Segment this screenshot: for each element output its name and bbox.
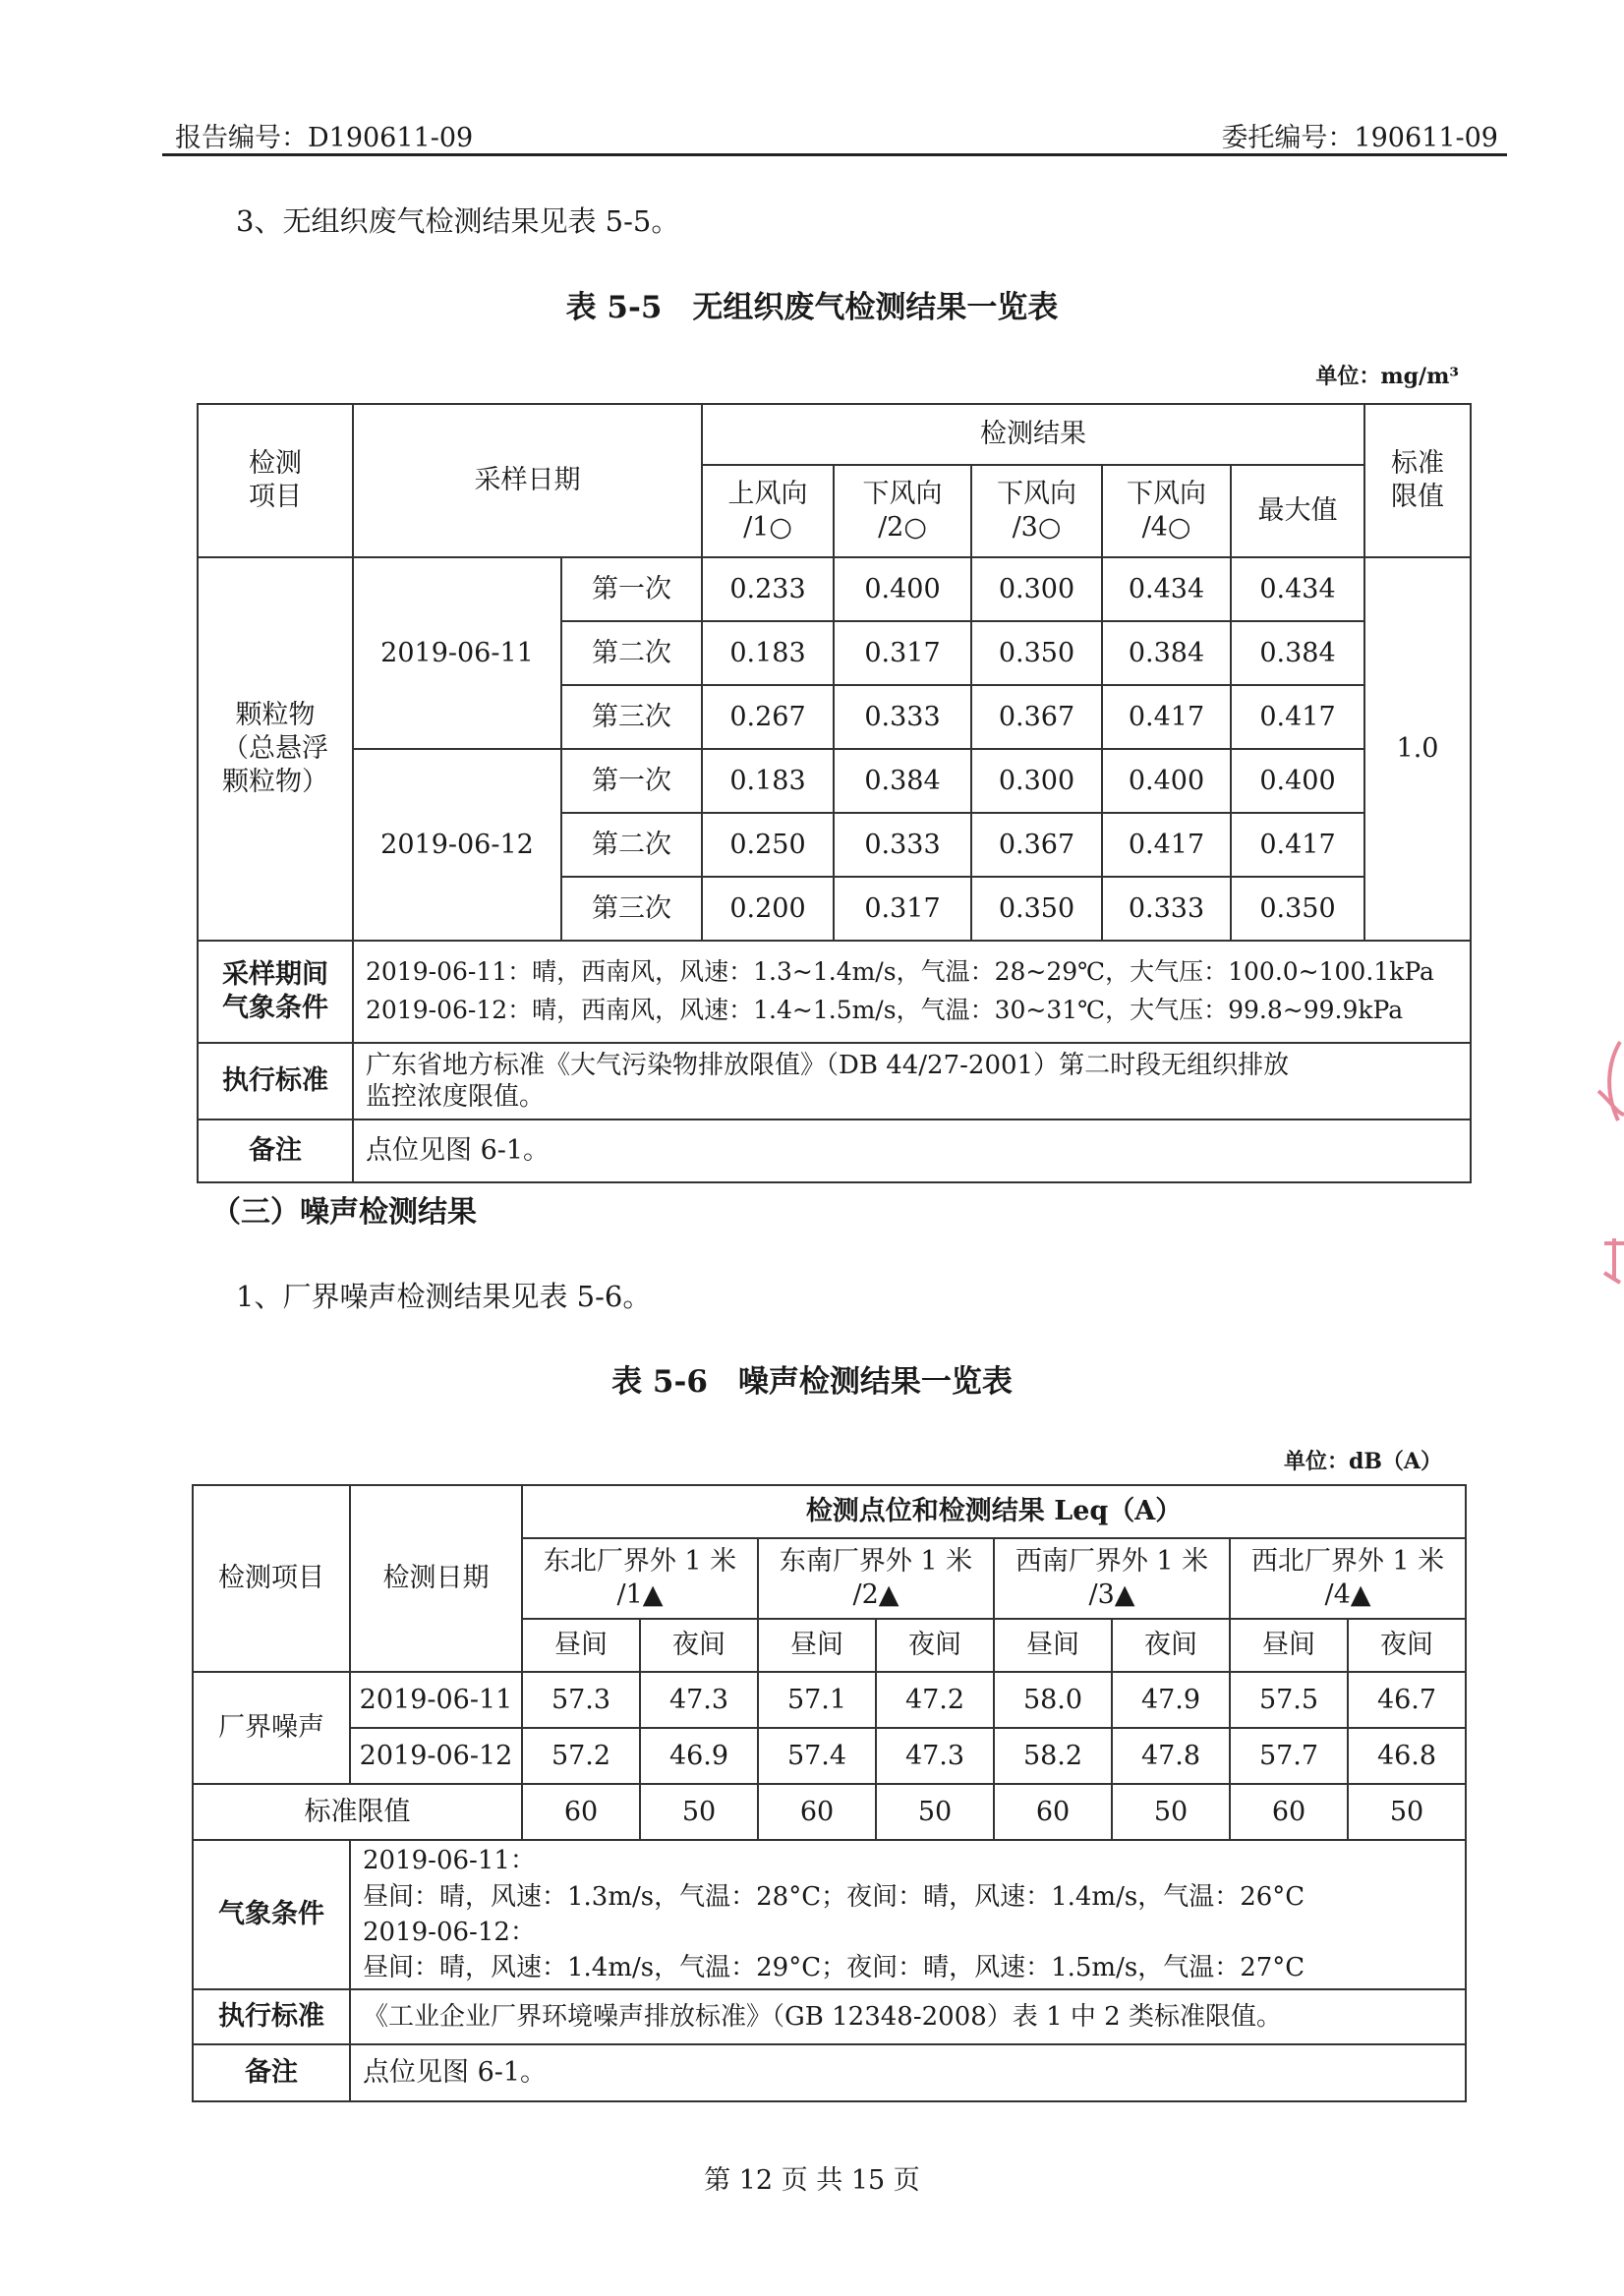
t55-value: 0.384 — [1231, 621, 1364, 685]
t55-value: 0.333 — [834, 813, 971, 877]
t55-point-3: 下风向 /3○ — [971, 465, 1102, 557]
t55-item-name: 颗粒物 （总悬浮 颗粒物） — [198, 557, 353, 941]
t55-value: 0.400 — [1231, 749, 1364, 813]
t55-max: 最大值 — [1231, 465, 1364, 557]
t56-date: 2019-06-11 — [350, 1672, 522, 1728]
t55-value: 0.267 — [702, 685, 834, 749]
t56-remark-label: 备注 — [193, 2044, 350, 2101]
t55-value: 0.350 — [971, 621, 1102, 685]
t56-header-item: 检测项目 — [193, 1485, 350, 1672]
t56-value: 47.2 — [876, 1672, 994, 1728]
t56-point-3: 西南厂界外 1 米 /3▲ — [994, 1538, 1230, 1619]
t55-remark-text: 点位见图 6-1。 — [353, 1119, 1471, 1182]
t55-header-item: 检测 项目 — [198, 404, 353, 557]
t55-value: 0.200 — [702, 877, 834, 941]
t56-value: 57.5 — [1230, 1672, 1348, 1728]
t56-point-2: 东南厂界外 1 米 /2▲ — [758, 1538, 994, 1619]
t56-day: 昼间 — [758, 1619, 876, 1672]
t56-night: 夜间 — [1112, 1619, 1230, 1672]
t55-value: 0.333 — [834, 685, 971, 749]
t56-date: 2019-06-12 — [350, 1728, 522, 1784]
stamp-stroke — [1604, 1238, 1624, 1283]
t55-value: 0.317 — [834, 877, 971, 941]
t56-night: 夜间 — [876, 1619, 994, 1672]
t55-time: 第三次 — [561, 685, 702, 749]
t55-value: 0.367 — [971, 685, 1102, 749]
page-number: 第 12 页 共 15 页 — [704, 2165, 920, 2196]
t55-value: 0.400 — [834, 557, 971, 621]
t55-value: 0.300 — [971, 557, 1102, 621]
t56-header-date: 检测日期 — [350, 1485, 522, 1672]
t56-value: 58.0 — [994, 1672, 1112, 1728]
t56-weather-label: 气象条件 — [193, 1840, 350, 1989]
t56-limit: 50 — [1112, 1784, 1230, 1840]
t56-limit: 50 — [1348, 1784, 1466, 1840]
t55-time: 第一次 — [561, 557, 702, 621]
t56-limit: 50 — [640, 1784, 758, 1840]
t56-value: 46.7 — [1348, 1672, 1466, 1728]
t56-point-1: 东北厂界外 1 米 /1▲ — [522, 1538, 758, 1619]
t56-value: 47.3 — [640, 1672, 758, 1728]
t55-value: 0.434 — [1102, 557, 1231, 621]
t55-value: 0.333 — [1102, 877, 1231, 941]
table-5-5 — [197, 403, 1472, 1183]
table-5-6-caption: 表 5-6 噪声检测结果一览表 — [611, 1364, 1013, 1400]
t55-value: 0.384 — [834, 749, 971, 813]
t55-time: 第二次 — [561, 813, 702, 877]
red-seal-stamp-fragment — [1591, 1032, 1624, 1327]
t56-point-4: 西北厂界外 1 米 /4▲ — [1230, 1538, 1466, 1619]
t55-time: 第三次 — [561, 877, 702, 941]
t56-remark-text: 点位见图 6-1。 — [350, 2044, 1466, 2101]
t55-date: 2019-06-11 — [353, 557, 561, 749]
t56-limit: 60 — [522, 1784, 640, 1840]
t55-value: 0.317 — [834, 621, 971, 685]
t55-value: 0.250 — [702, 813, 834, 877]
t56-day: 昼间 — [1230, 1619, 1348, 1672]
section-noise-heading: （三）噪声检测结果 — [211, 1195, 477, 1230]
t55-weather-text: 2019-06-11：晴，西南风，风速：1.3~1.4m/s，气温：28~29℃，大气压：100.0~100.1kPa 2019-06-12：晴，西南风，风速：1.4~1.5m/s，气温：30~31℃，大气压：99.8~99.9kPa — [353, 941, 1471, 1043]
t56-standard-label: 执行标准 — [193, 1989, 350, 2044]
t55-time: 第一次 — [561, 749, 702, 813]
t56-limit: 60 — [1230, 1784, 1348, 1840]
t55-standard-text: 广东省地方标准《大气污染物排放限值》（DB 44/27-2001）第二时段无组织排放 监控浓度限值。 — [353, 1043, 1471, 1119]
t55-value: 0.400 — [1102, 749, 1231, 813]
t56-value: 46.8 — [1348, 1728, 1466, 1784]
t55-standard-value: 1.0 — [1364, 557, 1471, 941]
t55-value: 0.350 — [1231, 877, 1364, 941]
intro-table-5-5: 3、无组织废气检测结果见表 5-5。 — [236, 204, 680, 238]
header-divider — [162, 153, 1507, 156]
t55-value: 0.367 — [971, 813, 1102, 877]
t55-value: 0.350 — [971, 877, 1102, 941]
t55-weather-label: 采样期间 气象条件 — [198, 941, 353, 1043]
t56-day: 昼间 — [522, 1619, 640, 1672]
t55-value: 0.183 — [702, 621, 834, 685]
t55-point-2: 下风向 /2○ — [834, 465, 971, 557]
t56-value: 47.3 — [876, 1728, 994, 1784]
intro-table-5-6: 1、厂界噪声检测结果见表 5-6。 — [236, 1280, 652, 1313]
t56-limit: 60 — [994, 1784, 1112, 1840]
t56-value: 47.8 — [1112, 1728, 1230, 1784]
t55-value: 0.233 — [702, 557, 834, 621]
table-5-5-unit: 单位：mg/m³ — [1315, 364, 1459, 389]
t56-night: 夜间 — [1348, 1619, 1466, 1672]
t55-value: 0.417 — [1231, 813, 1364, 877]
table-5-6 — [192, 1484, 1467, 2102]
t55-header-standard: 标准 限值 — [1364, 404, 1471, 557]
t56-value: 46.9 — [640, 1728, 758, 1784]
table-5-6-unit: 单位：dB（A） — [1283, 1449, 1442, 1474]
t55-header-date: 采样日期 — [353, 404, 702, 557]
t56-day: 昼间 — [994, 1619, 1112, 1672]
t56-item-name: 厂界噪声 — [193, 1672, 350, 1784]
t55-value: 0.417 — [1102, 685, 1231, 749]
report-number: 报告编号：D190611-09 — [175, 123, 474, 153]
t56-value: 57.2 — [522, 1728, 640, 1784]
t56-night: 夜间 — [640, 1619, 758, 1672]
t55-value: 0.434 — [1231, 557, 1364, 621]
t56-limit-label: 标准限值 — [193, 1784, 522, 1840]
t56-value: 57.7 — [1230, 1728, 1348, 1784]
t56-limit: 50 — [876, 1784, 994, 1840]
t55-header-results: 检测结果 — [702, 404, 1364, 465]
t55-point-4: 下风向 /4○ — [1102, 465, 1231, 557]
t56-value: 47.9 — [1112, 1672, 1230, 1728]
t56-value: 57.4 — [758, 1728, 876, 1784]
t56-value: 57.3 — [522, 1672, 640, 1728]
t56-value: 58.2 — [994, 1728, 1112, 1784]
t55-point-1: 上风向 /1○ — [702, 465, 834, 557]
t55-date: 2019-06-12 — [353, 749, 561, 941]
t55-remark-label: 备注 — [198, 1119, 353, 1182]
t56-weather-text: 2019-06-11： 昼间：晴，风速：1.3m/s，气温：28°C；夜间：晴，风速：1.4m/s，气温：26°C 2019-06-12： 昼间：晴，风速：1.4m/s，气温：29°C；夜间：晴，风速：1.5m/s，气温：27°C — [350, 1840, 1466, 1989]
table-5-5-caption: 表 5-5 无组织废气检测结果一览表 — [565, 290, 1059, 325]
t55-standard-label: 执行标准 — [198, 1043, 353, 1119]
t56-limit: 60 — [758, 1784, 876, 1840]
t55-value: 0.384 — [1102, 621, 1231, 685]
t56-standard-text: 《工业企业厂界环境噪声排放标准》（GB 12348-2008）表 1 中 2 类标准限值。 — [350, 1989, 1466, 2044]
t56-header-results: 检测点位和检测结果 Leq（A） — [522, 1485, 1466, 1538]
t55-value: 0.300 — [971, 749, 1102, 813]
commission-number: 委托编号：190611-09 — [1221, 123, 1498, 153]
t55-value: 0.183 — [702, 749, 834, 813]
t55-value: 0.417 — [1102, 813, 1231, 877]
t55-time: 第二次 — [561, 621, 702, 685]
t55-value: 0.417 — [1231, 685, 1364, 749]
stamp-stroke — [1598, 1042, 1624, 1120]
t56-value: 57.1 — [758, 1672, 876, 1728]
